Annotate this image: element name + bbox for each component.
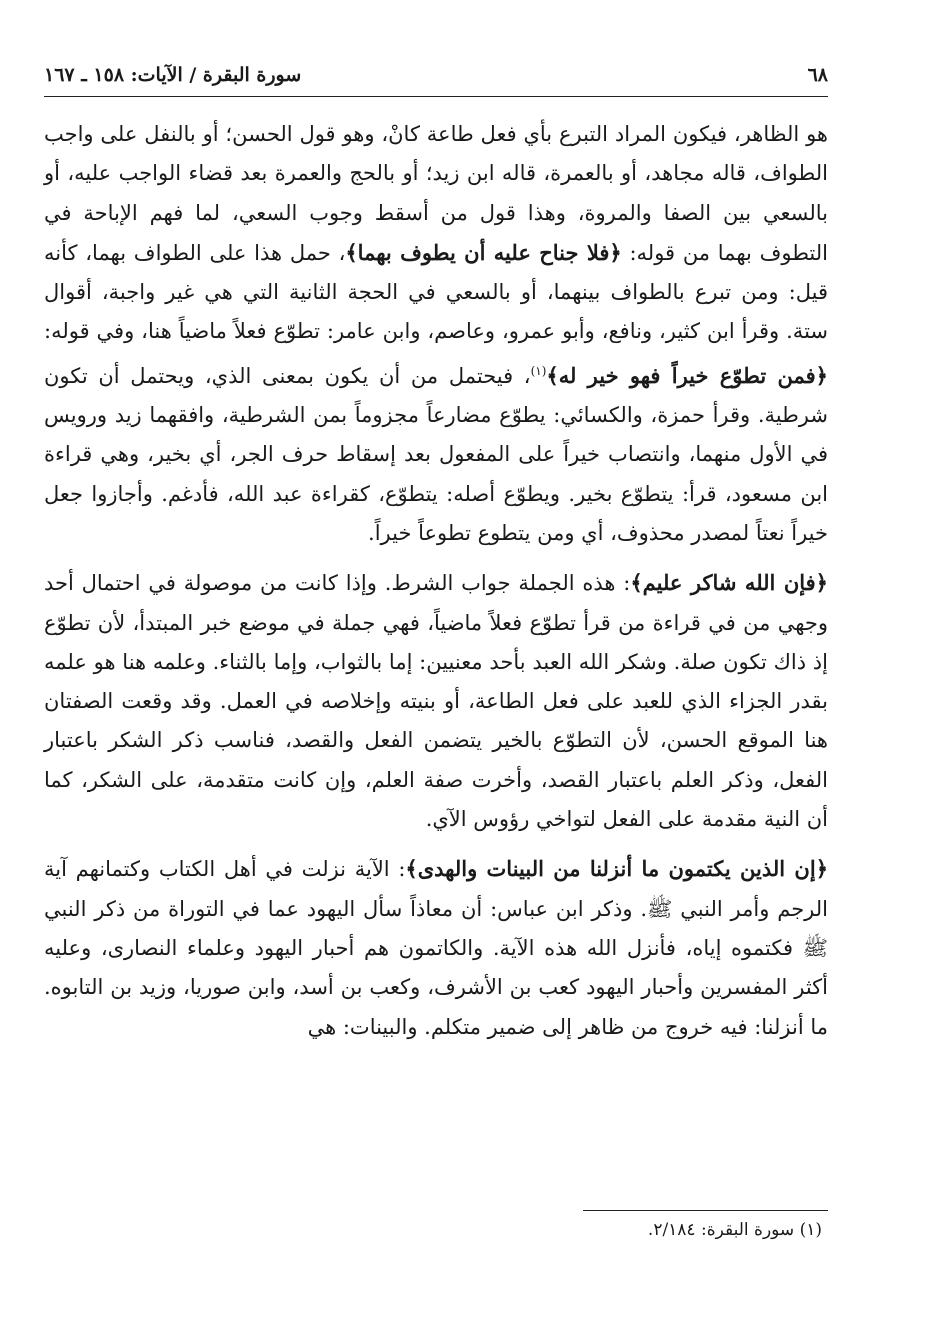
body-text-segment: ، حمل هذا على الطواف بهما، كأنه قيل: ومن تبرع بالطواف بينهما، أو بالسعي في الحجة الثانية التي هي غير واجبة، أقوال ستة. وقرأ ابن كثير، ونافع، وأبو عمرو، وعاصم، وابن عامر: تطوّع فعلاً ماضياً هنا، وفي قوله: <box>44 240 828 344</box>
body-text-segment: : الآية نزلت في أهل الكتاب وكتمانهم آية الرجم وأمر النبي ﷺ. وذكر ابن عباس: أن معاذاً سأل اليهود عما في التوراة من ذكر النبي ﷺ فكتموه إياه، فأنزل الله هذه الآية. والكاتمون هم أحبار اليهود وعلماء النصارى، وعليه أكثر المفسرين وأحبار اليهود كعب بن الأشرف، وكعب بن أسد، وابن صوريا، وزيد بن التابوه. ما أنزلنا: فيه خروج من ظاهر إلى ضمير متكلم. والبينات: هي <box>44 857 828 1039</box>
header-title: سورة البقرة / الآيات: ١٥٨ ـ ١٦٧ <box>44 64 302 86</box>
page-number: ٦٨ <box>807 64 828 86</box>
document-page <box>44 58 828 1288</box>
body-text-segment: هو الظاهر، فيكون المراد التبرع بأي فعل طاعة كانْ، وهو قول الحسن؛ أو بالنفل على واجب الطواف، قاله مجاهد، أو بالعمرة، قاله ابن زيد؛ أو بالحج والعمرة بعد قضاء الواجب عليه، أو بالسعي بين الصفا والمروة، وهذا قول من أسقط وجوب السعي، لما فهم الإباحة في التطوف بهما من قوله: <box>44 122 828 265</box>
body-text-segment: ، فيحتمل من أن يكون بمعنى الذي، ويحتمل أن تكون شرطية. وقرأ حمزة، والكسائي: يطوّع مضارعاً مجزوماً بمن الشرطية، وافقهما زيد ورويس في الأول منهما، وانتصاب خيراً على المفعول بعد إسقاط حرف الجر، أي بخير، وهي قراءة ابن مسعود، قرأ: يتطوّع بخير. ويطوّع أصله: يتطوّع، كقراءة عبد الله، فأدغم. وأجازوا جعل خيراً نعتاً لمصدر محذوف، أي ومن يتطوع تطوعاً خيراً. <box>44 363 829 545</box>
quran-verse: ﴿فمن تطوّع خيراً فهو خير له﴾ <box>546 362 828 388</box>
paragraph <box>44 849 828 1046</box>
quran-verse: ﴿فإن الله شاكر عليم﴾ <box>630 570 828 596</box>
footnote-separator <box>583 1210 828 1211</box>
body-text-segment: : هذه الجملة جواب الشرط. وإذا كانت من موصولة في احتمال أحد وجهي من في قراءة من قرأ تطوّع فعلاً ماضياً، فهي جملة في موضع خبر المبتدأ، لأن تطوّع إذ ذاك تكون صلة. وشكر الله العبد بأحد معنيين: إما بالثواب، وإما بالثناء. وعلمه هنا هو علمه بقدر الجزاء الذي للعبد على فعل الطاعة، أو بنيته وإخلاصه في العمل. وقد وقعت الصفتان هنا الموقع الحسن، لأن التطوّع بالخير يتضمن الفعل والقصد، فناسب ذكر الشكر باعتبار الفعل، وذكر العلم باعتبار القصد، وأخرت صفة العلم، وإن كانت متقدمة، على الشكر، كما أن النية مقدمة على الفعل لتواخي رؤوس الآي. <box>44 571 828 832</box>
running-header <box>44 58 828 97</box>
body-text <box>44 115 828 1047</box>
paragraph <box>44 115 828 553</box>
quran-verse: ﴿إن الذين يكتمون ما أنزلنا من البينات والهدى﴾ <box>405 856 828 882</box>
quran-verse: ﴿فلا جناح عليه أن يطوف بهما﴾ <box>345 239 622 265</box>
paragraph <box>44 563 828 839</box>
footnote: (١) سورة البقرة: ٢/١٨٤. <box>647 1220 822 1240</box>
footnote-reference: (١) <box>530 363 547 378</box>
